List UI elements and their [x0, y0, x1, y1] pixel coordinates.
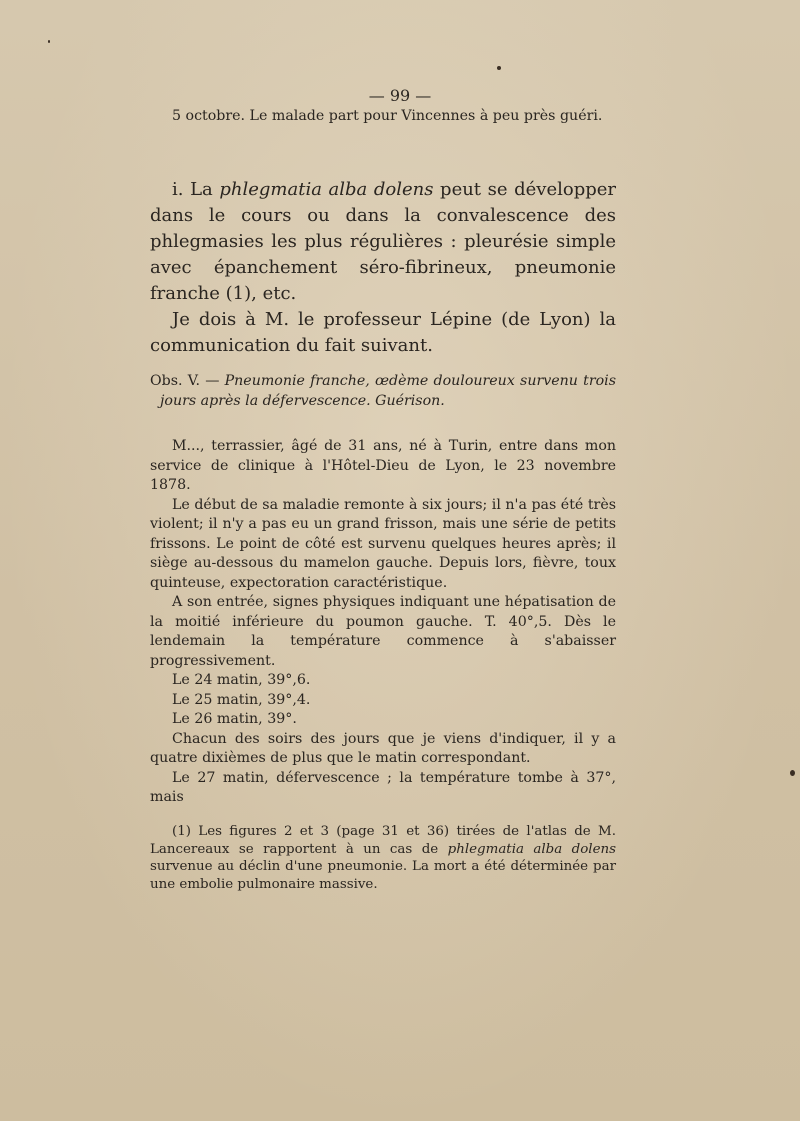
case-paragraph: A son entrée, signes physiques indiquant une hépatisation de la moitié inférieure du poumon gauche. T. 40°,5. Dès le lendemain la température commence à s'abaisser progressivement. [150, 594, 616, 669]
footnote-italic: phlegmatia alba dolens [447, 841, 616, 857]
footnote-text-after: survenue au déclin d'une pneumonie. La mort a été déterminée par une embolie pulmonaire massive. [150, 859, 616, 892]
case-paragraph: Le début de sa maladie remonte à six jours; il n'a pas été très violent; il n'y a pas eu un grand frisson, mais une série de petits frissons. Le point de côté est survenu quelques heures après; il siège au-dessous du mamelon gauche. Depuis lors, fièvre, toux quinteuse, expectoration caractéristique. [150, 496, 616, 591]
case-block [150, 437, 616, 808]
observation-prefix: Obs. V. — [150, 373, 225, 389]
ink-speck [497, 66, 501, 70]
footnote [150, 823, 616, 893]
temperature-line: Le 26 matin, 39°. [172, 711, 297, 727]
section-i-lead: i. La [172, 179, 213, 200]
observation-heading [150, 372, 616, 411]
footnote-text-before: Les figures 2 et 3 (page 31 et 36) tirées de l'atlas de M. Lancereaux se rapportent à un cas de [150, 824, 616, 857]
top-paragraph: 5 octobre. Le malade part pour Vincennes à peu près guéri. [172, 108, 603, 124]
case-paragraph: M..., terrassier, âgé de 31 ans, né à Turin, entre dans mon service de clinique à l'Hôtel-Dieu de Lyon, le 23 novembre 1878. [150, 438, 616, 493]
page-number: — 99 — [368, 86, 432, 105]
section-i-term: phlegmatia alba dolens [219, 179, 434, 200]
footnote-block [150, 823, 616, 893]
footnote-marker: (1) [172, 824, 191, 839]
observation-block [150, 372, 616, 411]
temperature-line: Le 25 matin, 39°,4. [172, 691, 311, 708]
top-paragraph-block [150, 107, 616, 127]
section-i-block [150, 177, 616, 359]
temperature-line: Le 24 matin, 39°,6. [172, 672, 311, 688]
section-i-paragraph [150, 177, 616, 307]
ink-speck [48, 40, 50, 43]
closing-paragraph: Chacun des soirs des jours que je viens d'indiquer, il y a quatre dixièmes de plus que le matin correspondant. [150, 730, 616, 766]
closing-paragraph: Le 27 matin, défervescence ; la température tombe à 37°, mais [150, 769, 616, 805]
observation-title: Pneumonie franche, œdème douloureux survenu trois jours après la défervescence. Guérison. [160, 373, 616, 409]
section-i-text: peut se développer dans le cours ou dans la convalescence des phlegmasies les plus régulières : pleurésie simple avec épanchement séro-fibrineux, pneumonie franche (1), etc. [150, 179, 616, 304]
lepine-paragraph: Je dois à M. le professeur Lépine (de Lyon) la communication du fait suivant. [150, 309, 616, 356]
ink-speck [790, 770, 795, 776]
